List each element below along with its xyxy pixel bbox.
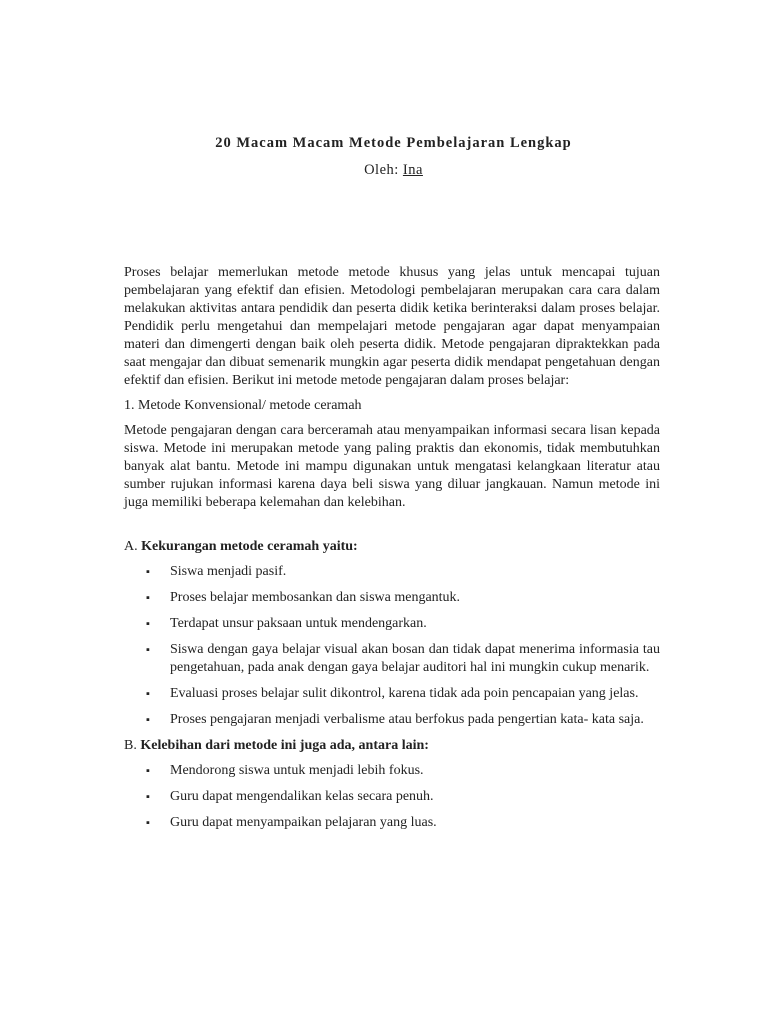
subheading-a — [124, 538, 660, 556]
list-item-text: Evaluasi proses belajar sulit dikontrol, karena tidak ada poin pencapaian yang jelas. — [170, 686, 639, 701]
list-item — [124, 814, 660, 832]
bullet-icon: ▪ — [146, 566, 150, 578]
document-body — [124, 264, 660, 840]
list-item — [124, 685, 660, 703]
list-item — [124, 788, 660, 806]
intro-paragraph: Proses belajar memerlukan metode metode khusus yang jelas untuk mencapai tujuan pembelajaran yang efektif dan efisien. Metodologi pembelajaran merupakan cara cara dalam melakukan aktivitas antara pendidik dan peserta didik ketika berinteraksi dalam proses belajar. Pendidik perlu mengetahui dan mempelajari metode pengajaran agar dapat menyampaian materi dan dimengerti dengan baik oleh peserta didik. Metode pengajaran dipraktekkan pada saat mengajar dan dibuat semenarik mungkin agar peserta didik mendapat pengetahuan dengan efektif dan efisien. Berikut ini metode metode pengajaran dalam proses belajar: — [124, 265, 660, 388]
subheading-b — [124, 737, 660, 755]
bullet-icon: ▪ — [146, 618, 150, 630]
bullet-icon: ▪ — [146, 592, 150, 604]
document-title: 20 Macam Macam Metode Pembelajaran Lengkap — [215, 135, 572, 151]
bullet-icon: ▪ — [146, 765, 150, 777]
list-item — [124, 711, 660, 729]
list-b — [124, 762, 660, 832]
list-item-text: Guru dapat mengendalikan kelas secara penuh. — [170, 789, 434, 804]
list-item-text: Proses pengajaran menjadi verbalisme atau berfokus pada pengertian kata- kata saja. — [170, 712, 644, 727]
list-item-text: Terdapat unsur paksaan untuk mendengarkan. — [170, 616, 427, 631]
list-item-text: Mendorong siswa untuk menjadi lebih fokus. — [170, 763, 424, 778]
list-item-text: Siswa dengan gaya belajar visual akan bosan dan tidak dapat menerima informasia tau pengetahuan, pada anak dengan gaya belajar auditori hal ini mungkin cukup menarik. — [170, 642, 660, 675]
bullet-icon: ▪ — [146, 644, 150, 656]
subheading-b-title: Kelebihan dari metode ini juga ada, antara lain: — [140, 738, 429, 753]
list-item-text: Proses belajar membosankan dan siswa mengantuk. — [170, 590, 461, 605]
bullet-icon: ▪ — [146, 791, 150, 803]
section-paragraph: Metode pengajaran dengan cara berceramah atau menyampaikan informasi secara lisan kepada siswa. Metode ini merupakan metode yang paling praktis dan ekonomis, tidak membutuhkan banyak alat bantu. Metode ini mampu digunakan untuk mengatasi kelangkaan literatur atau sumber rujukan informasi karena daya beli siswa yang diluar jangkauan. Namun metode ini juga memiliki beberapa kelemahan dan kelebihan. — [124, 423, 660, 510]
list-a — [124, 563, 660, 729]
byline — [0, 162, 768, 179]
list-item — [124, 589, 660, 607]
list-item — [124, 762, 660, 780]
subheading-a-prefix: A. — [124, 539, 138, 554]
subheading-b-prefix: B. — [124, 738, 137, 753]
bullet-icon: ▪ — [146, 688, 150, 700]
bullet-icon: ▪ — [146, 714, 150, 726]
list-item — [124, 563, 660, 581]
list-item-text: Guru dapat menyampaikan pelajaran yang luas. — [170, 815, 437, 830]
list-item — [124, 641, 660, 677]
list-item-text: Siswa menjadi pasif. — [170, 564, 287, 579]
section-heading: 1. Metode Konvensional/ metode ceramah — [124, 398, 362, 413]
subheading-a-title: Kekurangan metode ceramah yaitu: — [141, 539, 358, 554]
author-name: Ina — [402, 162, 423, 178]
bullet-icon: ▪ — [146, 817, 150, 829]
list-item — [124, 615, 660, 633]
byline-prefix: Oleh: — [364, 162, 399, 178]
